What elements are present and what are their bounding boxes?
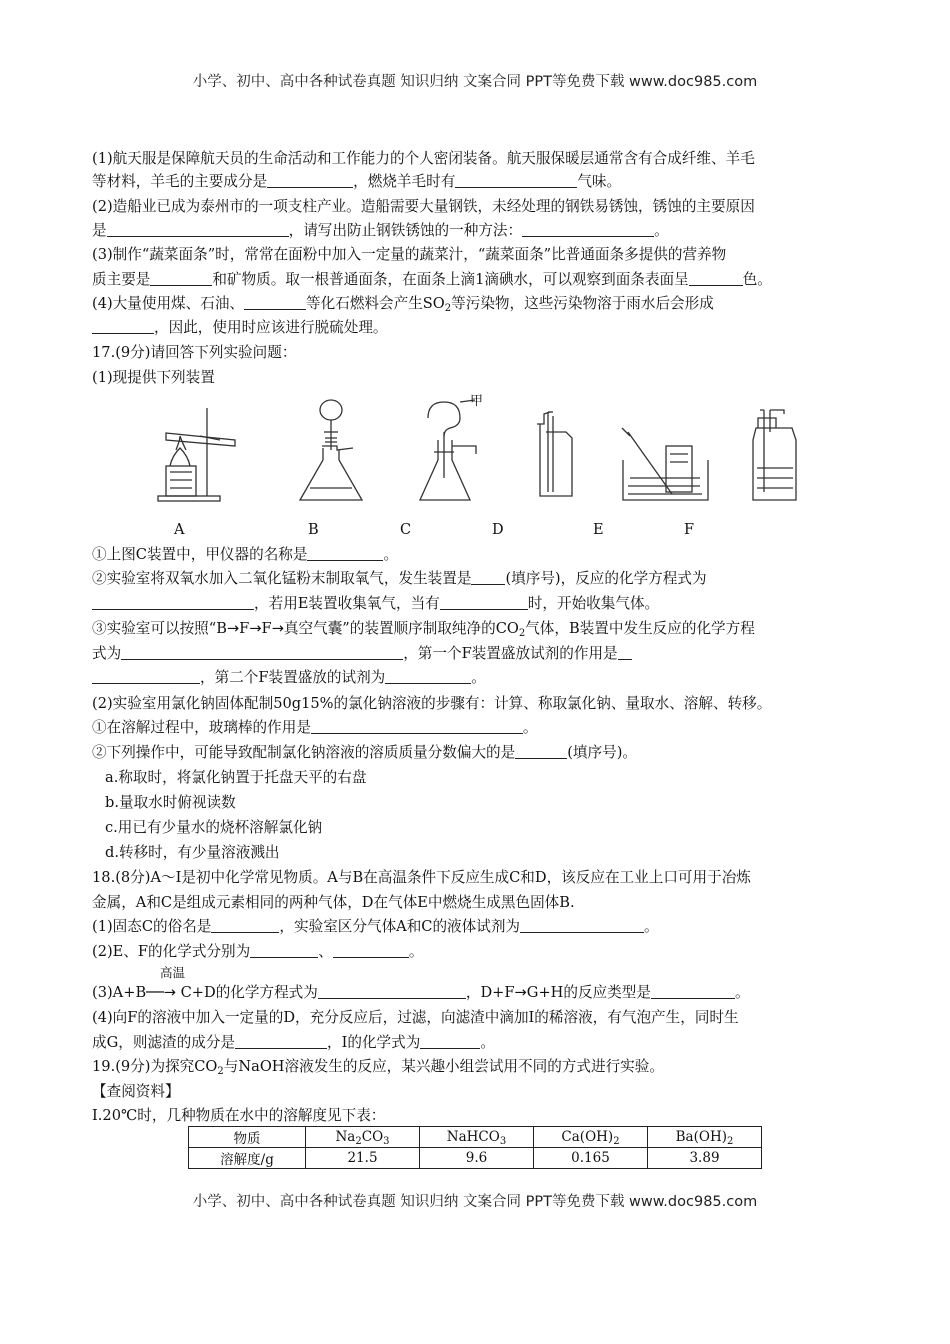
answer-blank[interactable] (385, 668, 471, 684)
q17-item3-cont: 式为 ，第一个F装置盛放试剂的作用是 (92, 644, 872, 664)
option-c: c.用已有少量水的烧杯溶解氯化钠 (105, 819, 323, 836)
q17-sub1: ①在溶解过程中，玻璃棒的作用是 。 (92, 719, 538, 736)
table-header-cell: NaHCO$_3$ (420, 1127, 534, 1148)
q16-part3-line1: (3)制作“蔬菜面条”时，常常在面粉中加入一定量的蔬菜汁，“蔬菜面条”比普通面条多提供的营养物 (92, 246, 727, 263)
answer-blank[interactable] (520, 917, 644, 933)
label-e: E (593, 522, 604, 538)
q18-text-line1: 18.(8分)A～I是初中化学常见物质。A与B在高温条件下反应生成C和D，该反应在工业上口可用于冶炼 (92, 869, 751, 886)
q19-title: 19.(9分)为探究$CO_2$与NaOH溶液发生的反应，某兴趣小组尝试用不同的方式进行实验。 (92, 1058, 664, 1077)
q16-part1-line2: 等材料，羊毛的主要成分是 ，燃烧羊毛时有 气味。 (92, 173, 622, 190)
table-header-cell: $Ca(OH)_2$ (534, 1127, 648, 1148)
answer-blank[interactable] (211, 917, 279, 933)
page-footer: 小学、初中、高中各种试卷真题 知识归纳 文案合同 PPT等免费下载 www.doc985.com (192, 1194, 758, 1210)
q16-part2-line2: 是 ，请写出防止钢铁锈蚀的一种方法： 。 (92, 222, 669, 239)
answer-blank[interactable] (244, 294, 306, 310)
q17-item3-cont2: ，第二个F装置盛放的试剂为 。 (92, 668, 872, 688)
q18-part4-line2: 成G，则滤渣的成分是 ，I的化学式为 。 (92, 1034, 495, 1051)
table-cell: 21.5 (306, 1148, 420, 1169)
answer-blank[interactable] (618, 644, 632, 660)
q19-reference-heading: 【查阅资料】 (92, 1083, 180, 1100)
answer-blank[interactable] (92, 668, 200, 684)
q17-item3: ③实验室可以按照“B→F→F→真空气囊”的装置顺序制取纯净的$CO_2$气体，B装置中发生反应的化学方程 (92, 620, 755, 639)
q17-item1: ①上图C装置中，甲仪器的名称是 。 (92, 546, 399, 563)
apparatus-jia-label: 甲 (470, 394, 484, 409)
apparatus-d-gas-collection-bottle (537, 412, 572, 496)
answer-blank[interactable] (471, 569, 505, 585)
answer-blank[interactable] (420, 1033, 480, 1049)
page-header: 小学、初中、高中各种试卷真题 知识归纳 文案合同 PPT等免费下载 www.doc985.com (192, 74, 758, 90)
answer-blank[interactable] (440, 594, 528, 610)
q17-section2: (2)实验室用氯化钠固体配制50g15%的氯化钠溶液的步骤有：计算、称取氯化钠、量取水、溶解、转移。 (92, 695, 772, 712)
option-b: b.量取水时俯视读数 (105, 794, 236, 811)
answer-blank[interactable] (107, 221, 289, 237)
q16-part1-line1: (1)航天服是保障航天员的生命活动和工作能力的个人密闭装备。航天服保暖层通常含有合成纤维、羊毛 (92, 150, 755, 167)
table-header-cell: $Ba(OH)_2$ (648, 1127, 762, 1148)
q17-item2: ②实验室将双氧水加入二氧化锰粉末制取氧气，发生装置是 (填序号)，反应的化学方程式为 (92, 570, 707, 587)
label-c: C (400, 522, 412, 538)
high-temp-condition: 高温 (160, 965, 186, 980)
q17-sub2: ②下列操作中，可能导致配制氯化钠溶液的溶质质量分数偏大的是 (填序号)。 (92, 744, 637, 761)
answer-blank[interactable] (515, 743, 567, 759)
q19-item1: Ⅰ.20℃时，几种物质在水中的溶解度见下表： (92, 1107, 386, 1124)
answer-blank[interactable] (307, 545, 383, 561)
answer-blank[interactable] (250, 942, 318, 958)
apparatus-f-wash-bottle (753, 410, 796, 500)
table-header-cell: 物质 (189, 1127, 306, 1148)
answer-blank[interactable] (267, 172, 353, 188)
answer-blank[interactable] (121, 644, 403, 660)
table-cell: 0.165 (534, 1148, 648, 1169)
q16-part4-line2: ，因此，使用时应该进行脱硫处理。 (92, 318, 872, 338)
answer-blank[interactable] (92, 594, 254, 610)
label-d: D (492, 522, 504, 538)
q18-text-line2: 金属，A和C是组成元素相同的两种气体，D在气体E中燃烧生成黑色固体B. (92, 894, 575, 911)
answer-blank[interactable] (235, 1033, 327, 1049)
q17-item2-cont: ，若用E装置收集氧气，当有 时，开始收集气体。 (92, 594, 872, 614)
apparatus-e-water-trough (622, 428, 708, 500)
option-d: d.转移时，有少量溶液溅出 (105, 844, 280, 861)
apparatus-b-separatory-flask (300, 400, 362, 500)
q18-part3: (3)A+B──→ C+D的化学方程式为 ，D+F→G+H的反应类型是 。 (92, 984, 750, 1001)
q16-part2-line1: (2)造船业已成为泰州市的一项支柱产业。造船需要大量钢铁，未经处理的钢铁易锈蚀，锈蚀的主要原因 (92, 198, 755, 215)
q18-part2: (2)E、F的化学式分别为 、 。 (92, 943, 424, 960)
table-cell: 9.6 (420, 1148, 534, 1169)
apparatus-a-test-tube-heating (158, 408, 235, 501)
table-cell: 溶解度/g (189, 1148, 306, 1169)
q16-part4-line1: (4)大量使用煤、石油、 等化石燃料会产生$SO_2$等污染物，这些污染物溶于雨水后会形成 (92, 295, 714, 314)
q18-part4-line1: (4)向F的溶液中加入一定量的D，充分反应后，过滤，向滤渣中滴加I的稀溶液，有气泡产生，同时生 (92, 1009, 739, 1026)
label-b: B (308, 522, 319, 538)
answer-blank[interactable] (689, 270, 743, 286)
apparatus-c-long-neck-funnel-flask (420, 400, 476, 500)
answer-blank[interactable] (150, 270, 212, 286)
option-a: a.称取时，将氯化钠置于托盘天平的右盘 (105, 769, 367, 786)
q17-title: 17.(9分)请回答下列实验问题： (92, 344, 297, 361)
answer-blank[interactable] (522, 221, 654, 237)
solubility-table (188, 1126, 762, 1169)
q17-section1: (1)现提供下列装置 (92, 369, 215, 386)
table-cell: 3.89 (648, 1148, 762, 1169)
q16-part3-line2: 质主要是 和矿物质。取一根普通面条，在面条上滴1滴碘水，可以观察到面条表面呈 色。 (92, 271, 772, 288)
answer-blank[interactable] (92, 318, 154, 334)
table-row (189, 1148, 762, 1169)
answer-blank[interactable] (455, 172, 577, 188)
answer-blank[interactable] (651, 983, 735, 999)
answer-blank[interactable] (318, 983, 466, 999)
answer-blank[interactable] (311, 718, 523, 734)
q18-part1: (1)固态C的俗名是 ，实验室区分气体A和C的液体试剂为 。 (92, 918, 659, 935)
label-f: F (684, 522, 695, 538)
answer-blank[interactable] (333, 942, 409, 958)
label-a: A (174, 522, 185, 538)
table-header-cell: $Na_2CO_3$ (306, 1127, 420, 1148)
table-row (189, 1127, 762, 1148)
